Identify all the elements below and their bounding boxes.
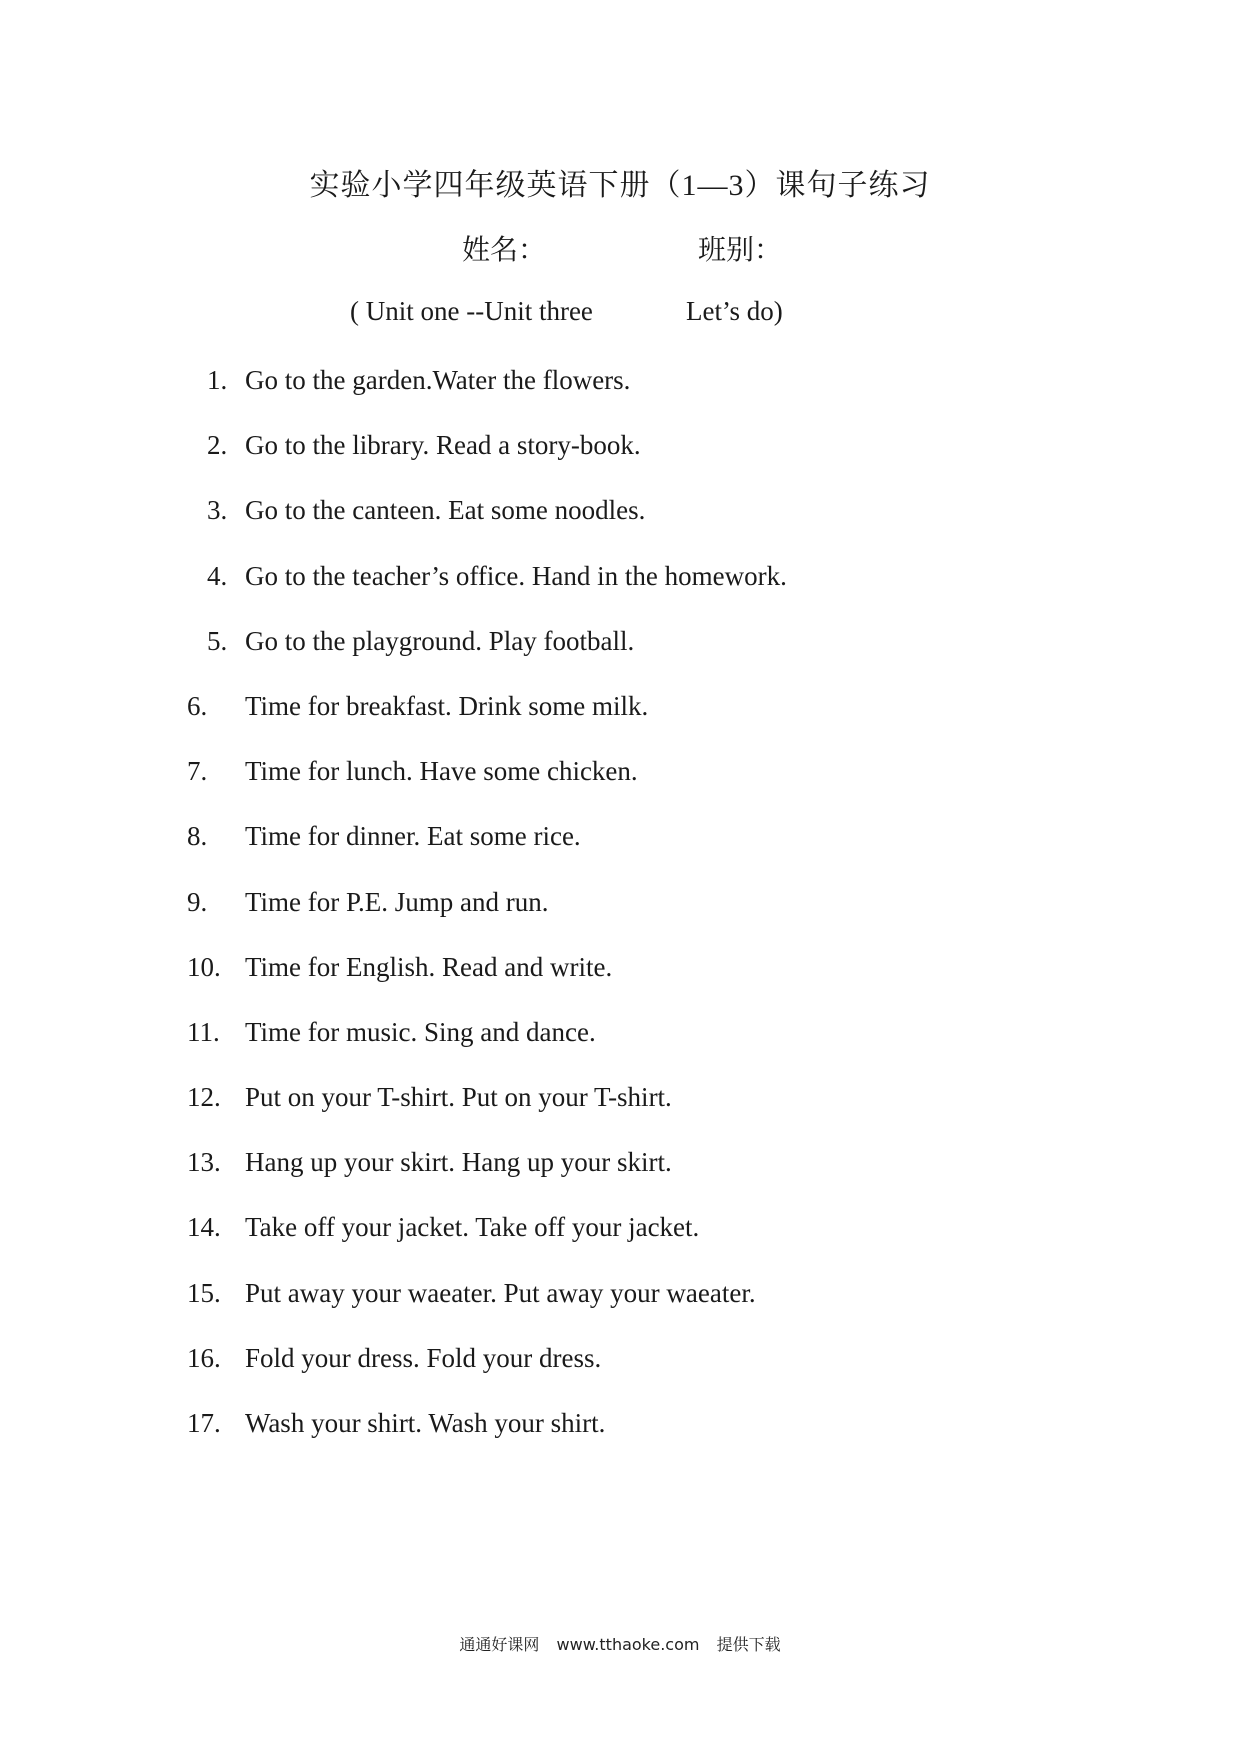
worksheet-title: 实验小学四年级英语下册（1—3）课句子练习 — [309, 169, 931, 202]
sentence-number: 15. — [187, 1277, 221, 1308]
sentence-text: Time for dinner. Eat some rice. — [245, 821, 581, 852]
sentence-item — [0, 621, 1240, 686]
sentence-item — [0, 1207, 1240, 1272]
sentence-item — [0, 1273, 1240, 1338]
sentence-number: 6. — [187, 690, 208, 721]
lets-do-label: Let’s do) — [686, 296, 783, 326]
sentence-number: 16. — [187, 1342, 221, 1373]
sentence-text: Put away your waeater. Put away your waeater. — [245, 1277, 756, 1308]
sentence-number: 3. — [207, 495, 228, 526]
sentence-number: 12. — [187, 1082, 221, 1113]
sentence-number: 8. — [187, 821, 208, 852]
sentence-text: Hang up your skirt. Hang up your skirt. — [245, 1147, 672, 1178]
sentence-number: 1. — [207, 365, 228, 395]
sentence-item — [0, 1338, 1240, 1403]
unit-range-row — [0, 296, 1240, 336]
sentence-text: Go to the library. Read a story-book. — [245, 430, 641, 461]
sentence-number: 2. — [207, 430, 228, 461]
student-info-row — [0, 228, 1240, 268]
sentence-item — [0, 556, 1240, 621]
sentence-text: Go to the canteen. Eat some noodles. — [245, 495, 646, 526]
sentence-item — [0, 816, 1240, 881]
sentence-number: 14. — [187, 1212, 221, 1243]
sentence-text: Go to the playground. Play football. — [245, 625, 635, 656]
sentence-item — [0, 686, 1240, 751]
sentence-item — [0, 1012, 1240, 1077]
sentence-text: Take off your jacket. Take off your jacket. — [245, 1212, 700, 1243]
sentence-item — [0, 1142, 1240, 1207]
sentence-text: Time for English. Read and write. — [245, 951, 613, 982]
footer-url: www.tthaoke.com — [556, 1635, 700, 1654]
sentence-text: Time for breakfast. Drink some milk. — [245, 690, 649, 721]
class-label: 班别： — [698, 235, 783, 266]
sentence-number: 11. — [187, 1016, 220, 1047]
sentence-list — [0, 360, 1240, 1468]
sentence-item — [0, 360, 1240, 425]
footer-download-note: 提供下载 — [716, 1635, 781, 1654]
sentence-text: Fold your dress. Fold your dress. — [245, 1342, 602, 1373]
sentence-text: Wash your shirt. Wash your shirt. — [245, 1408, 606, 1438]
sentence-number: 17. — [187, 1408, 221, 1438]
sentence-number: 7. — [187, 756, 208, 787]
sentence-text: Go to the teacher’s office. Hand in the homework. — [245, 560, 787, 591]
sentence-number: 13. — [187, 1147, 221, 1178]
sentence-item — [0, 882, 1240, 947]
sentence-item — [0, 490, 1240, 555]
sentence-number: 5. — [207, 625, 228, 656]
sentence-text: Put on your T-shirt. Put on your T-shirt. — [245, 1082, 672, 1113]
sentence-text: Time for music. Sing and dance. — [245, 1016, 596, 1047]
sentence-number: 9. — [187, 886, 208, 917]
sentence-item — [0, 1077, 1240, 1142]
sentence-item — [0, 947, 1240, 1012]
sentence-text: Go to the garden.Water the flowers. — [245, 365, 631, 395]
sentence-text: Time for P.E. Jump and run. — [245, 886, 549, 917]
sentence-item — [0, 751, 1240, 816]
unit-range: ( Unit one --Unit three — [350, 296, 593, 326]
sentence-text: Time for lunch. Have some chicken. — [245, 756, 638, 787]
name-label: 姓名： — [462, 235, 547, 266]
sentence-number: 10. — [187, 951, 221, 982]
sentence-item — [0, 425, 1240, 490]
footer-site-name: 通通好课网 — [459, 1635, 540, 1654]
page-footer — [0, 1632, 1240, 1655]
sentence-item — [0, 1403, 1240, 1468]
sentence-number: 4. — [207, 560, 228, 591]
